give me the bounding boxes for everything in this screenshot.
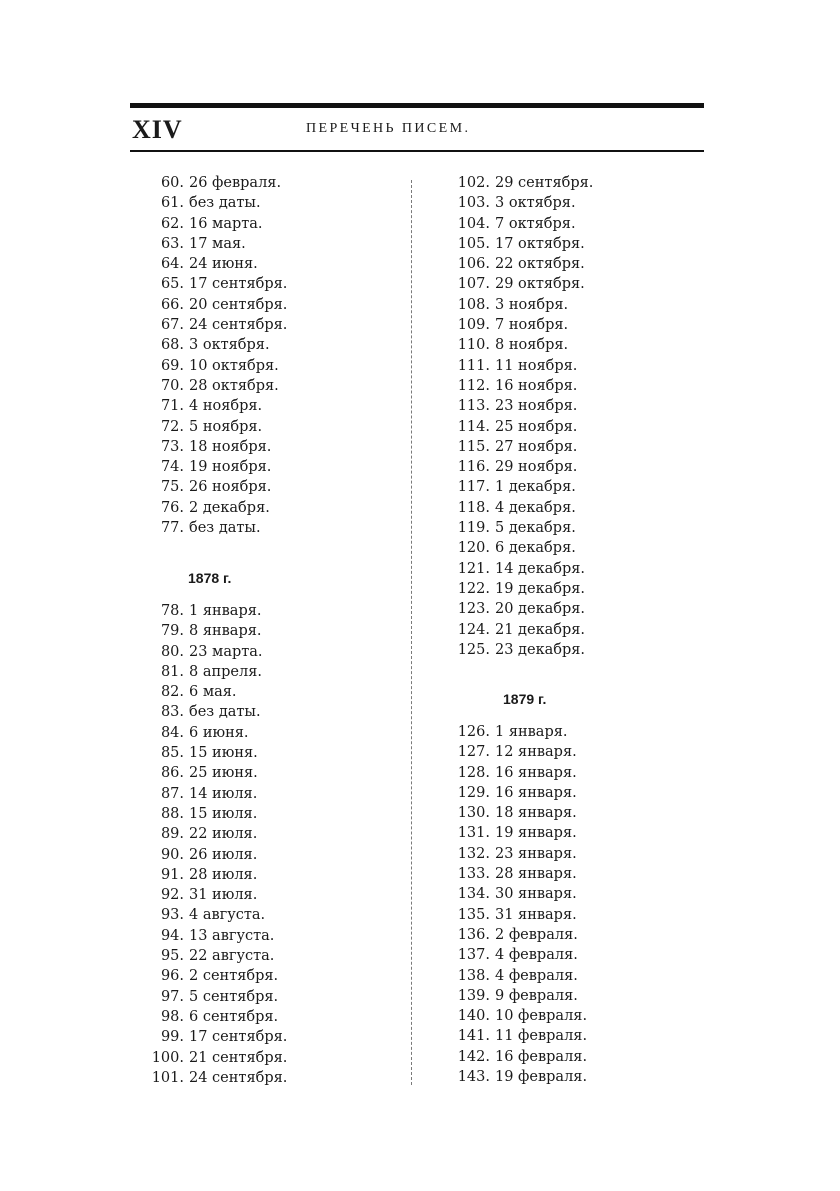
- letter-number: 68.: [160, 337, 184, 354]
- letter-date: 5 декабря.: [495, 520, 576, 537]
- letter-date: 5 ноября.: [189, 418, 263, 435]
- letter-number: 98.: [160, 1008, 184, 1025]
- letter-number: 123.: [457, 601, 490, 618]
- letter-entry: [140, 885, 287, 905]
- letter-entry: [446, 254, 593, 274]
- letter-date: 27 ноября.: [495, 438, 578, 455]
- letter-entry: [446, 335, 593, 355]
- letter-number: 82.: [160, 684, 184, 701]
- letter-date: 16 марта.: [189, 215, 263, 232]
- letter-date: без даты.: [189, 520, 261, 537]
- letter-date: 17 сентября.: [189, 1029, 288, 1046]
- letter-entry: [446, 274, 593, 294]
- letter-date: 1 января.: [495, 724, 568, 740]
- letter-date: 26 июля.: [189, 846, 258, 863]
- letter-entry: [446, 396, 593, 416]
- letter-number: 87.: [160, 785, 184, 802]
- year-heading-1878: 1878 г.: [188, 570, 232, 586]
- letter-date: 7 октября.: [495, 215, 576, 232]
- letter-number: 91.: [160, 866, 184, 883]
- letter-entry: [140, 662, 287, 682]
- letter-number: 122.: [457, 580, 490, 597]
- letter-number: 143.: [457, 1069, 490, 1086]
- letter-entry: [140, 1027, 287, 1047]
- letter-entry: [140, 356, 287, 376]
- letter-number: 80.: [160, 643, 184, 660]
- letter-entry: [140, 702, 287, 722]
- letter-number: 106.: [457, 256, 490, 273]
- letter-date: 19 ноября.: [189, 459, 272, 476]
- letter-number: 81.: [160, 663, 184, 680]
- right-list-1878: [446, 173, 593, 660]
- letter-entry: [446, 1026, 587, 1046]
- letter-number: 84.: [160, 724, 184, 741]
- letter-number: 77.: [160, 520, 184, 537]
- letter-number: 76.: [160, 499, 184, 516]
- letter-number: 142.: [457, 1048, 490, 1065]
- letter-date: 5 сентября.: [189, 988, 279, 1005]
- letter-entry: [446, 356, 593, 376]
- letter-date: 6 июня.: [189, 724, 249, 741]
- letter-number: 127.: [457, 744, 490, 761]
- letter-number: 121.: [457, 560, 490, 577]
- letter-entry: [140, 518, 287, 538]
- letter-number: 62.: [160, 215, 184, 232]
- letter-date: 24 сентября.: [189, 317, 288, 334]
- letter-entry: [446, 417, 593, 437]
- letter-entry: [446, 803, 587, 823]
- letter-date: 19 января.: [495, 825, 577, 842]
- letter-number: 97.: [160, 988, 184, 1005]
- letter-date: 12 января.: [495, 744, 577, 761]
- letter-entry: [446, 173, 593, 193]
- year-heading-1879: 1879 г.: [503, 691, 547, 707]
- letter-date: 2 декабря.: [189, 499, 270, 516]
- letter-date: 4 декабря.: [495, 499, 576, 516]
- letter-number: 66.: [160, 296, 184, 313]
- letter-entry: [140, 804, 287, 824]
- letter-number: 136.: [457, 926, 490, 943]
- letter-number: 110.: [457, 337, 490, 354]
- letter-number: 67.: [160, 317, 184, 334]
- letter-entry: [446, 579, 593, 599]
- letter-date: 23 марта.: [189, 643, 263, 660]
- letter-date: 10 февраля.: [495, 1008, 588, 1025]
- letter-date: 4 февраля.: [495, 947, 578, 964]
- letter-entry: [446, 1006, 587, 1026]
- letter-number: 75.: [160, 479, 184, 496]
- letter-date: 23 ноября.: [495, 398, 578, 415]
- letter-date: 7 ноября.: [495, 317, 569, 334]
- letter-number: 124.: [457, 621, 490, 638]
- letter-number: 107.: [457, 276, 490, 293]
- letter-number: 135.: [457, 906, 490, 923]
- letter-number: 120.: [457, 540, 490, 557]
- letter-entry: [446, 905, 587, 925]
- letter-entry: [446, 640, 593, 660]
- letter-number: 60.: [160, 175, 184, 191]
- letter-date: 6 мая.: [189, 684, 237, 701]
- letter-entry: [446, 295, 593, 315]
- letter-date: 16 января.: [495, 764, 577, 781]
- letter-entry: [140, 254, 287, 274]
- letter-entry: [446, 437, 593, 457]
- letter-entry: [140, 376, 287, 396]
- letter-entry: [446, 864, 587, 884]
- letter-entry: [140, 743, 287, 763]
- letter-number: 109.: [457, 317, 490, 334]
- header-rule-bottom: [130, 150, 704, 152]
- letter-entry: [140, 173, 287, 193]
- letter-number: 139.: [457, 987, 490, 1004]
- letter-number: 64.: [160, 256, 184, 273]
- letter-number: 86.: [160, 765, 184, 782]
- letter-number: 104.: [457, 215, 490, 232]
- letter-number: 93.: [160, 907, 184, 924]
- letter-date: 21 декабря.: [495, 621, 586, 638]
- letter-entry: [446, 884, 587, 904]
- letter-number: 74.: [160, 459, 184, 476]
- letter-entry: [140, 621, 287, 641]
- letter-entry: [140, 1007, 287, 1027]
- letter-entry: [140, 234, 287, 254]
- letter-entry: [140, 987, 287, 1007]
- letter-date: 1 января.: [189, 603, 262, 619]
- letter-entry: [140, 335, 287, 355]
- letter-number: 112.: [457, 377, 490, 394]
- letter-entry: [140, 763, 287, 783]
- letter-date: 11 февраля.: [495, 1028, 588, 1045]
- letter-number: 141.: [457, 1028, 490, 1045]
- letter-number: 119.: [457, 520, 490, 537]
- letter-entry: [446, 193, 593, 213]
- letter-number: 131.: [457, 825, 490, 842]
- letter-number: 61.: [160, 195, 184, 212]
- letter-number: 128.: [457, 764, 490, 781]
- letter-date: 25 июня.: [189, 765, 258, 782]
- letter-date: без даты.: [189, 195, 261, 212]
- letter-entry: [140, 315, 287, 335]
- letter-entry: [140, 1068, 287, 1088]
- letter-number: 83.: [160, 704, 184, 721]
- letter-number: 100.: [151, 1049, 184, 1066]
- page-title: ПЕРЕЧЕНЬ ПИСЕМ.: [306, 121, 471, 136]
- letter-entry: [446, 763, 587, 783]
- letter-date: 6 сентября.: [189, 1008, 279, 1025]
- letter-entry: [446, 477, 593, 497]
- letter-number: 108.: [457, 296, 490, 313]
- letter-date: 2 сентября.: [189, 968, 279, 985]
- letter-entry: [446, 214, 593, 234]
- letter-entry: [446, 498, 593, 518]
- letter-date: 26 февраля.: [189, 175, 282, 191]
- letter-date: 24 июня.: [189, 256, 258, 273]
- letter-entry: [140, 214, 287, 234]
- letter-entry: [140, 417, 287, 437]
- letter-entry: [140, 966, 287, 986]
- letter-entry: [446, 1047, 587, 1067]
- letter-entry: [446, 966, 587, 986]
- letter-entry: [140, 946, 287, 966]
- letter-number: 88.: [160, 805, 184, 822]
- letter-entry: [446, 518, 593, 538]
- letter-date: 22 августа.: [189, 948, 275, 965]
- letter-date: 23 декабря.: [495, 641, 586, 658]
- letter-date: 28 января.: [495, 866, 577, 883]
- letter-entry: [140, 682, 287, 702]
- letter-date: 17 мая.: [189, 235, 246, 252]
- letter-entry: [446, 559, 593, 579]
- letter-date: 14 декабря.: [495, 560, 586, 577]
- letter-date: 29 ноября.: [495, 459, 578, 476]
- letter-date: 9 февраля.: [495, 987, 578, 1004]
- letter-entry: [446, 538, 593, 558]
- letter-number: 72.: [160, 418, 184, 435]
- letter-entry: [446, 844, 587, 864]
- letter-number: 116.: [457, 459, 490, 476]
- letter-entry: [446, 823, 587, 843]
- letter-date: 4 ноября.: [189, 398, 263, 415]
- letter-date: 19 декабря.: [495, 580, 586, 597]
- letter-number: 125.: [457, 641, 490, 658]
- letter-entry: [140, 723, 287, 743]
- letter-date: 3 октября.: [495, 195, 576, 212]
- letter-date: 29 сентября.: [495, 175, 594, 191]
- letter-number: 114.: [457, 418, 490, 435]
- left-list-1877: [140, 173, 287, 538]
- letter-entry: [140, 193, 287, 213]
- letter-number: 102.: [457, 175, 490, 191]
- letter-entry: [446, 742, 587, 762]
- letter-entry: [140, 926, 287, 946]
- letter-entry: [140, 295, 287, 315]
- letter-entry: [446, 620, 593, 640]
- letter-date: 28 июля.: [189, 866, 258, 883]
- letter-number: 63.: [160, 235, 184, 252]
- letter-date: 2 февраля.: [495, 926, 578, 943]
- letter-entry: [140, 642, 287, 662]
- letter-entry: [446, 925, 587, 945]
- letter-number: 71.: [160, 398, 184, 415]
- letter-entry: [140, 865, 287, 885]
- letter-date: 17 сентября.: [189, 276, 288, 293]
- right-list-1879: [446, 722, 587, 1087]
- letter-date: 14 июля.: [189, 785, 258, 802]
- letter-number: 111.: [457, 357, 490, 374]
- letter-date: 20 сентября.: [189, 296, 288, 313]
- letter-entry: [140, 498, 287, 518]
- letter-entry: [140, 274, 287, 294]
- letter-date: 3 октября.: [189, 337, 270, 354]
- letter-date: 24 сентября.: [189, 1069, 288, 1086]
- letter-entry: [446, 783, 587, 803]
- letter-number: 137.: [457, 947, 490, 964]
- letter-entry: [140, 396, 287, 416]
- letter-date: 6 декабря.: [495, 540, 576, 557]
- letter-number: 126.: [457, 724, 490, 740]
- letter-date: 29 октября.: [495, 276, 585, 293]
- letter-date: 8 января.: [189, 623, 262, 640]
- letter-entry: [446, 315, 593, 335]
- header-rule-top: [130, 103, 704, 108]
- letter-entry: [446, 945, 587, 965]
- letter-entry: [446, 457, 593, 477]
- letter-date: 30 января.: [495, 886, 577, 903]
- letter-entry: [140, 784, 287, 804]
- letter-number: 65.: [160, 276, 184, 293]
- letter-entry: [140, 845, 287, 865]
- letter-number: 94.: [160, 927, 184, 944]
- letter-date: 28 октября.: [189, 377, 279, 394]
- letter-date: 31 июля.: [189, 887, 258, 904]
- letter-entry: [446, 234, 593, 254]
- letter-number: 134.: [457, 886, 490, 903]
- letter-date: 3 ноября.: [495, 296, 569, 313]
- letter-date: 10 октября.: [189, 357, 279, 374]
- letter-number: 95.: [160, 948, 184, 965]
- letter-number: 132.: [457, 845, 490, 862]
- letter-number: 140.: [457, 1008, 490, 1025]
- letter-number: 113.: [457, 398, 490, 415]
- letter-date: 25 ноября.: [495, 418, 578, 435]
- letter-number: 92.: [160, 887, 184, 904]
- letter-date: 22 октября.: [495, 256, 585, 273]
- letter-date: 11 ноября.: [495, 357, 578, 374]
- letter-entry: [140, 437, 287, 457]
- letter-number: 79.: [160, 623, 184, 640]
- letter-number: 129.: [457, 784, 490, 801]
- letter-number: 138.: [457, 967, 490, 984]
- letter-date: 22 июля.: [189, 826, 258, 843]
- column-divider: [411, 180, 412, 1085]
- letter-entry: [140, 457, 287, 477]
- letter-date: 13 августа.: [189, 927, 275, 944]
- letter-entry: [140, 477, 287, 497]
- letter-entry: [140, 905, 287, 925]
- letter-number: 133.: [457, 866, 490, 883]
- letter-date: 16 января.: [495, 784, 577, 801]
- letter-number: 70.: [160, 377, 184, 394]
- letter-date: 1 декабря.: [495, 479, 576, 496]
- letter-number: 105.: [457, 235, 490, 252]
- letter-number: 118.: [457, 499, 490, 516]
- letter-number: 73.: [160, 438, 184, 455]
- letter-date: 4 августа.: [189, 907, 266, 924]
- letter-number: 101.: [151, 1069, 184, 1086]
- letter-date: 20 декабря.: [495, 601, 586, 618]
- letter-date: 15 июня.: [189, 745, 258, 762]
- letter-date: 23 января.: [495, 845, 577, 862]
- letter-entry: [140, 1048, 287, 1068]
- letter-date: 19 февраля.: [495, 1069, 588, 1086]
- letter-number: 89.: [160, 826, 184, 843]
- letter-date: 4 февраля.: [495, 967, 578, 984]
- letter-number: 85.: [160, 745, 184, 762]
- letter-date: 17 октября.: [495, 235, 585, 252]
- letter-entry: [446, 986, 587, 1006]
- letter-date: 8 ноября.: [495, 337, 569, 354]
- page-number: XIV: [132, 115, 183, 144]
- letter-date: без даты.: [189, 704, 261, 721]
- left-list-1878: [140, 601, 287, 1088]
- letter-entry: [446, 376, 593, 396]
- letter-date: 18 января.: [495, 805, 577, 822]
- letter-number: 99.: [160, 1029, 184, 1046]
- letter-number: 96.: [160, 968, 184, 985]
- letter-number: 115.: [457, 438, 490, 455]
- letter-date: 31 января.: [495, 906, 577, 923]
- letter-date: 15 июля.: [189, 805, 258, 822]
- letter-date: 16 февраля.: [495, 1048, 588, 1065]
- letter-number: 69.: [160, 357, 184, 374]
- letter-entry: [140, 824, 287, 844]
- letter-number: 130.: [457, 805, 490, 822]
- letter-entry: [140, 601, 287, 621]
- letter-entry: [446, 599, 593, 619]
- letter-entry: [446, 722, 587, 742]
- letter-date: 26 ноября.: [189, 479, 272, 496]
- letter-date: 21 сентября.: [189, 1049, 288, 1066]
- letter-number: 117.: [457, 479, 490, 496]
- letter-date: 8 апреля.: [189, 663, 262, 680]
- letter-number: 90.: [160, 846, 184, 863]
- letter-date: 16 ноября.: [495, 377, 578, 394]
- letter-number: 103.: [457, 195, 490, 212]
- letter-entry: [446, 1067, 587, 1087]
- letter-date: 18 ноября.: [189, 438, 272, 455]
- letter-number: 78.: [160, 603, 184, 619]
